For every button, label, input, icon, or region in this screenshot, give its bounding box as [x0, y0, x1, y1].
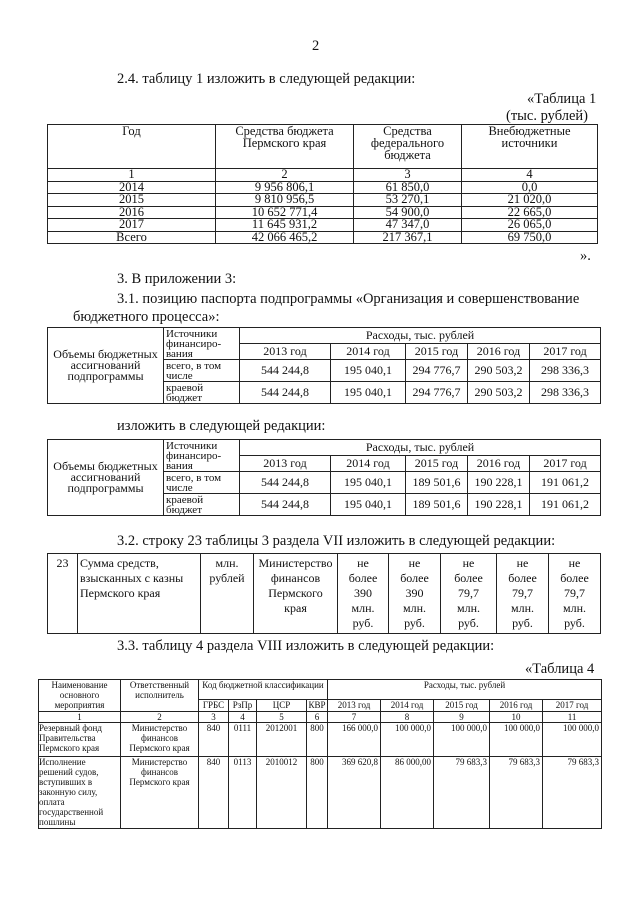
- t1-cell: 22 665,0: [462, 206, 598, 219]
- new-regional-value: 191 061,2: [530, 494, 601, 516]
- table1-label: «Таблица 1: [527, 91, 597, 107]
- t4-row-code: 0111: [229, 723, 257, 757]
- old-regional-value: 195 040,1: [331, 382, 406, 404]
- t4-year: 2013 год: [328, 700, 381, 712]
- value-line: млн.: [456, 601, 480, 615]
- t4-header-expenses: Расходы, тыс. рублей: [328, 680, 602, 700]
- source-total: всего, в том числе: [164, 472, 240, 494]
- value-line: руб.: [404, 616, 425, 630]
- new-total-value: 189 501,6: [406, 472, 468, 494]
- org-line: Пермского: [268, 586, 323, 600]
- t4-year: 2017 год: [543, 700, 602, 712]
- t4-header-executor: Ответственный исполнитель: [121, 680, 199, 712]
- section-3-text: 3. В приложении 3:: [117, 271, 237, 287]
- value-line: руб.: [352, 616, 374, 630]
- table4-label: «Таблица 4: [525, 661, 595, 677]
- section-3-1-text-cont: бюджетного процесса»:: [73, 309, 220, 325]
- t4-colnum: 9: [434, 712, 490, 723]
- section-2-4-text: 2.4. таблицу 1 изложить в следующей редакции:: [117, 71, 416, 87]
- t4-row-value: 100 000,0: [490, 723, 543, 757]
- t1-cell: 26 065,0: [462, 219, 598, 232]
- value-line: не: [357, 556, 369, 570]
- sources-header: Источники финансиро-вания: [164, 440, 240, 472]
- value-line: млн.: [402, 601, 426, 615]
- t4-colnum: 6: [307, 712, 328, 723]
- t4-row-value: 100 000,0: [543, 723, 602, 757]
- t4-code-rzpr: РзПр: [229, 700, 257, 712]
- value-line: 390: [405, 586, 424, 600]
- t4-colnum: 3: [199, 712, 229, 723]
- value-line: более: [400, 571, 429, 585]
- t4-colnum: 5: [257, 712, 307, 723]
- t4-row-value: 369 620,8: [328, 757, 381, 829]
- old-total-value: 195 040,1: [331, 360, 406, 382]
- unit-line: млн.: [215, 556, 239, 570]
- t1-colnum: 1: [48, 169, 216, 182]
- t4-year: 2014 год: [381, 700, 434, 712]
- year-2014: 2014 год: [331, 456, 406, 472]
- value-line: млн.: [562, 601, 586, 615]
- replace-text: изложить в следующей редакции:: [117, 418, 326, 434]
- t4-row-value: 79 683,3: [543, 757, 602, 829]
- old-total-value: 544 244,8: [240, 360, 331, 382]
- passport-table-old: [47, 327, 601, 404]
- t1-cell: 217 367,1: [354, 231, 462, 244]
- indicator-name-line: Пермского края: [80, 586, 161, 600]
- passport-row-label: Объемы бюджетных ассигнований подпрограммы: [48, 328, 164, 404]
- t1-cell: 54 900,0: [354, 206, 462, 219]
- t4-colnum: 2: [121, 712, 199, 723]
- t4-row-value: 100 000,0: [381, 723, 434, 757]
- new-total-value: 191 061,2: [530, 472, 601, 494]
- sources-header: Источники финансиро-вания: [164, 328, 240, 360]
- t1-header-federal: Средства федерального бюджета: [354, 125, 462, 169]
- new-regional-value: 190 228,1: [468, 494, 530, 516]
- t4-colnum: 8: [381, 712, 434, 723]
- org-line: Министерство: [258, 556, 333, 570]
- t4-colnum: 4: [229, 712, 257, 723]
- year-2017: 2017 год: [530, 344, 601, 360]
- t1-cell: 69 750,0: [462, 231, 598, 244]
- value-line: более: [508, 571, 537, 585]
- new-regional-value: 189 501,6: [406, 494, 468, 516]
- t4-row-code: 840: [199, 757, 229, 829]
- old-total-value: 294 776,7: [406, 360, 468, 382]
- value-line: не: [568, 556, 581, 570]
- t1-cell: 2017: [48, 219, 216, 232]
- t4-code-grbs: ГРБС: [199, 700, 229, 712]
- t4-colnum: 7: [328, 712, 381, 723]
- source-regional: краевой бюджет: [164, 382, 240, 404]
- t4-colnum: 11: [543, 712, 602, 723]
- source-regional: краевой бюджет: [164, 494, 240, 516]
- expenses-header: Расходы, тыс. рублей: [240, 440, 601, 456]
- t4-row-value: 100 000,0: [434, 723, 490, 757]
- value-line: не: [462, 556, 475, 570]
- t4-year: 2016 год: [490, 700, 543, 712]
- value-line: 79,7: [564, 586, 585, 600]
- t1-cell: 9 956 806,1: [216, 181, 354, 194]
- t1-cell: 61 850,0: [354, 181, 462, 194]
- t4-year: 2015 год: [434, 700, 490, 712]
- page-number: 2: [312, 38, 320, 54]
- table-4: [38, 679, 602, 829]
- t1-cell: 53 270,1: [354, 194, 462, 207]
- value-line: млн.: [510, 601, 534, 615]
- year-2017: 2017 год: [530, 456, 601, 472]
- table1-closing: ».: [580, 248, 591, 264]
- value-line: 390: [354, 586, 372, 600]
- value-line: 79,7: [512, 586, 533, 600]
- t4-row-code: 0113: [229, 757, 257, 829]
- t1-cell: 42 066 465,2: [216, 231, 354, 244]
- unit-line: рублей: [209, 571, 245, 585]
- year-2014: 2014 год: [331, 344, 406, 360]
- old-regional-value: 544 244,8: [240, 382, 331, 404]
- t4-colnum: 10: [490, 712, 543, 723]
- table1-units: (тыс. рублей): [506, 108, 588, 124]
- new-total-value: 195 040,1: [331, 472, 406, 494]
- table-1: [47, 124, 598, 244]
- indicator-name-line: взысканных с казны: [80, 571, 184, 585]
- t1-cell: 2016: [48, 206, 216, 219]
- section-3-2-text: 3.2. строку 23 таблицы 3 раздела VII изложить в следующей редакции:: [117, 533, 556, 549]
- year-2013: 2013 год: [240, 344, 331, 360]
- t4-row-executor: Министерство финансов Пермского края: [121, 723, 199, 757]
- t4-row-code: 2010012: [257, 757, 307, 829]
- t4-row-executor: Министерство финансов Пермского края: [121, 757, 199, 829]
- section-3-1-text: 3.1. позицию паспорта подпрограммы «Организация и совершенствование: [117, 291, 580, 307]
- t1-cell: 21 020,0: [462, 194, 598, 207]
- t4-row-value: 86 000,00: [381, 757, 434, 829]
- old-regional-value: 294 776,7: [406, 382, 468, 404]
- t1-header-regional: Средства бюджета Пермского края: [216, 125, 354, 169]
- t1-cell: 47 347,0: [354, 219, 462, 232]
- year-2013: 2013 год: [240, 456, 331, 472]
- old-regional-value: 290 503,2: [468, 382, 530, 404]
- t4-row-name: Исполнение решений судов, вступивших в законную силу, оплата государственной пошлины: [39, 757, 121, 829]
- passport-table-new: [47, 439, 601, 516]
- t1-cell: Всего: [48, 231, 216, 244]
- t4-header-name: Наименование основного мероприятия: [39, 680, 121, 712]
- passport-row-label: Объемы бюджетных ассигнований подпрограммы: [48, 440, 164, 516]
- table3-row23: [47, 553, 601, 634]
- t4-row-code: 2012001: [257, 723, 307, 757]
- new-total-value: 190 228,1: [468, 472, 530, 494]
- value-line: более: [560, 571, 589, 585]
- t4-code-kvr: КВР: [308, 700, 326, 710]
- year-2016: 2016 год: [468, 344, 530, 360]
- t4-row-code: 800: [307, 723, 328, 757]
- t4-colnum: 1: [39, 712, 121, 723]
- value-line: более: [454, 571, 483, 585]
- t4-row-name: Резервный фонд Правительства Пермского края: [39, 723, 121, 757]
- t1-cell: 10 652 771,4: [216, 206, 354, 219]
- t4-row-code: 800: [307, 757, 328, 829]
- value-line: руб.: [458, 616, 479, 630]
- t4-row-code: 840: [199, 723, 229, 757]
- value-line: не: [408, 556, 421, 570]
- new-regional-value: 195 040,1: [331, 494, 406, 516]
- expenses-header: Расходы, тыс. рублей: [240, 328, 601, 344]
- section-3-3-text: 3.3. таблицу 4 раздела VIII изложить в следующей редакции:: [117, 638, 495, 654]
- indicator-name-line: Сумма средств,: [80, 556, 159, 570]
- t1-colnum: 2: [216, 169, 354, 182]
- t1-colnum: 4: [462, 169, 598, 182]
- new-total-value: 544 244,8: [240, 472, 331, 494]
- org-line: финансов: [270, 571, 321, 585]
- value-line: 79,7: [458, 586, 479, 600]
- org-line: края: [284, 601, 307, 615]
- t1-header-year: Год: [48, 125, 216, 169]
- year-2016: 2016 год: [468, 456, 530, 472]
- value-line: млн.: [351, 601, 375, 615]
- old-total-value: 290 503,2: [468, 360, 530, 382]
- t4-row-value: 79 683,3: [434, 757, 490, 829]
- old-total-value: 298 336,3: [530, 360, 601, 382]
- row-number: 23: [48, 554, 78, 634]
- t1-cell: 0,0: [462, 181, 598, 194]
- t1-cell: 2015: [48, 194, 216, 207]
- value-line: руб.: [564, 616, 585, 630]
- year-2015: 2015 год: [406, 456, 468, 472]
- old-regional-value: 298 336,3: [530, 382, 601, 404]
- t1-cell: 11 645 931,2: [216, 219, 354, 232]
- value-line: более: [348, 571, 378, 585]
- year-2015: 2015 год: [406, 344, 468, 360]
- t4-header-codes: Код бюджетной классификации: [199, 680, 328, 700]
- t4-code-csr: ЦСР: [257, 700, 307, 712]
- value-line: не: [516, 556, 529, 570]
- t1-header-extrabudget: Внебюджетные источники: [462, 125, 598, 169]
- t1-colnum: 3: [354, 169, 462, 182]
- t1-cell: 9 810 956,5: [216, 194, 354, 207]
- source-total: всего, в том числе: [164, 360, 240, 382]
- t4-row-value: 166 000,0: [328, 723, 381, 757]
- t4-row-value: 79 683,3: [490, 757, 543, 829]
- value-line: руб.: [512, 616, 533, 630]
- new-regional-value: 544 244,8: [240, 494, 331, 516]
- t1-cell: 2014: [48, 181, 216, 194]
